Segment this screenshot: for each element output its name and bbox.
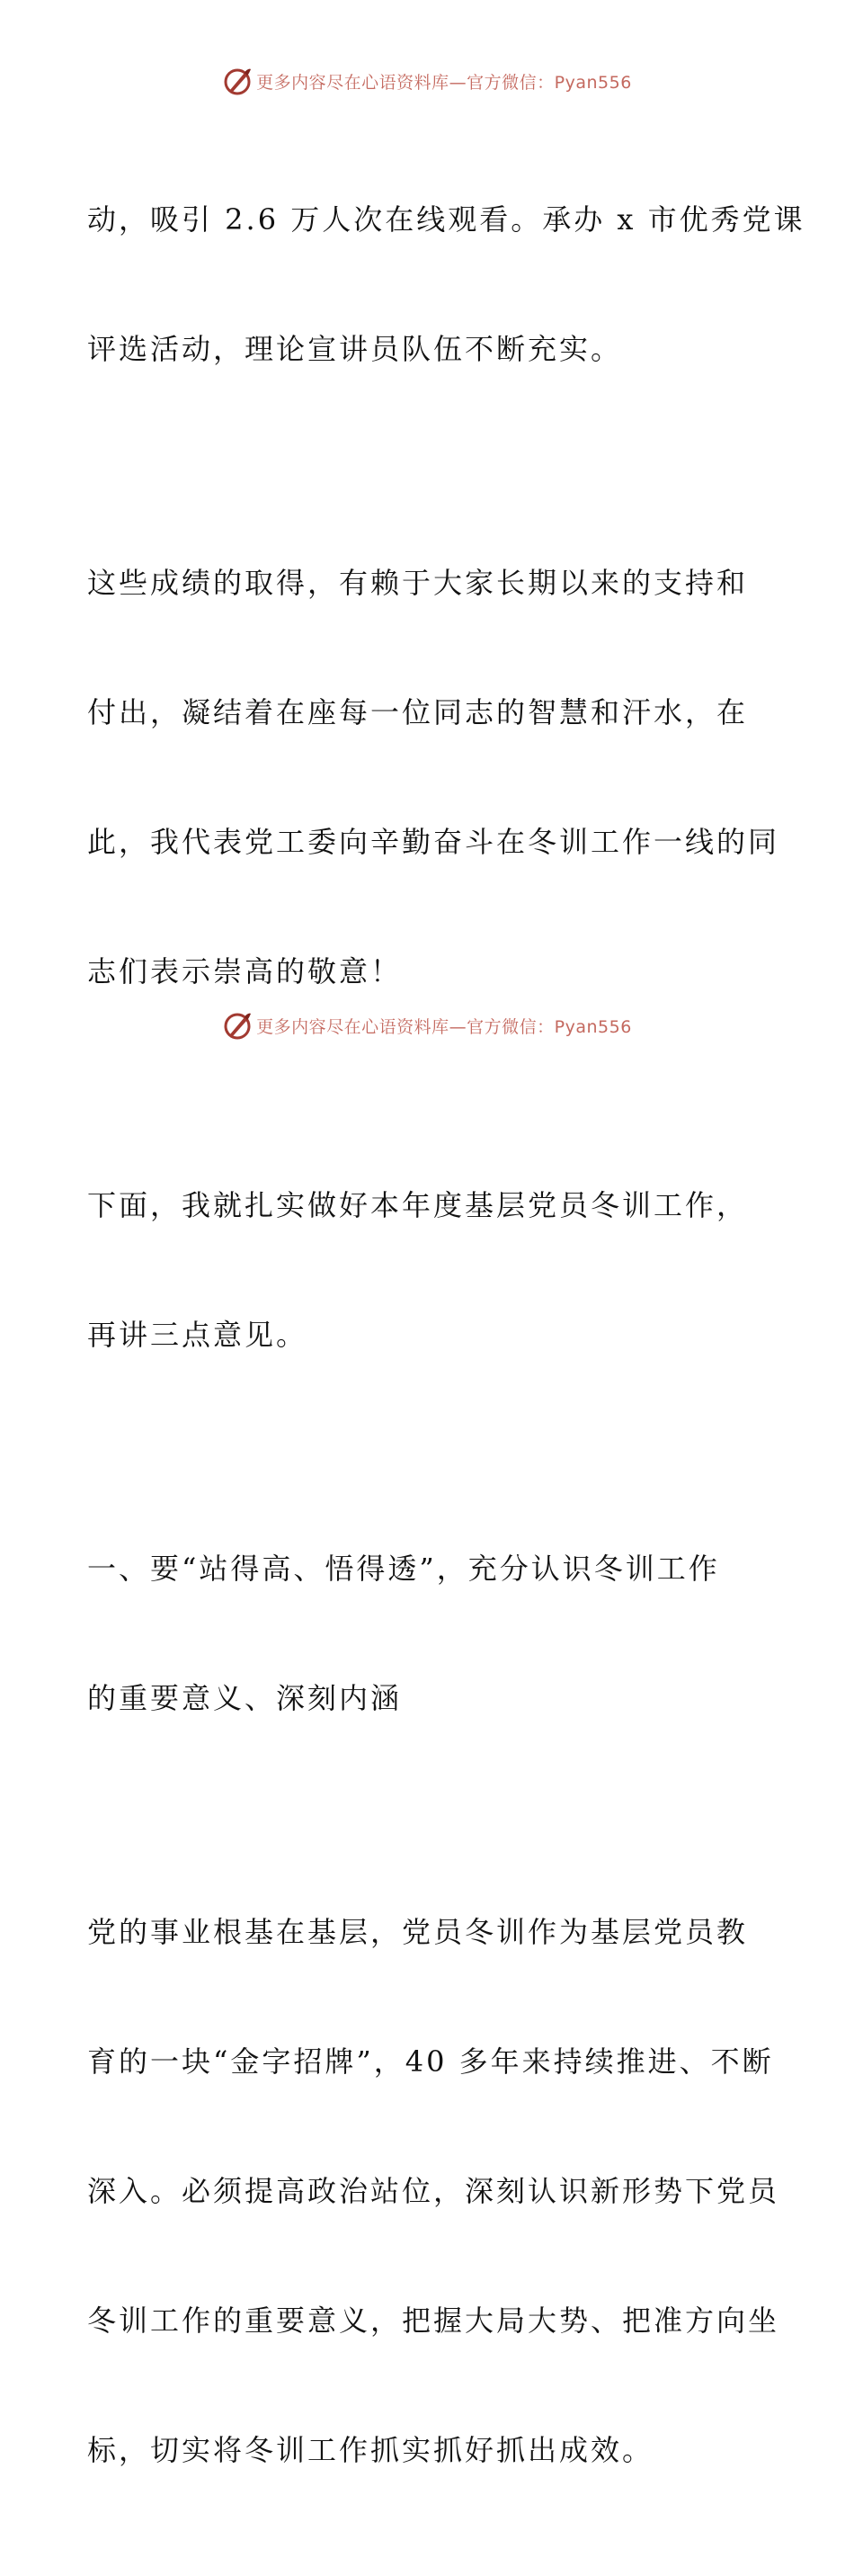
text-line: 的重要意义、深刻内涵 — [87, 1681, 403, 1715]
text-line: 付出，凝结着在座每一位同志的智慧和汗水，在 — [87, 695, 749, 729]
text-line: 再讲三点意见。 — [87, 1318, 308, 1352]
watermark-text: 更多内容尽在心语资料库—官方微信：Pyan556 — [256, 1016, 632, 1037]
text-line: 深入。必须提高政治站位，深刻认识新形势下党员 — [87, 2174, 780, 2208]
text-line: 此，我代表党工委向辛勤奋斗在冬训工作一线的同 — [87, 825, 780, 859]
section-heading — [87, 1461, 770, 1806]
text-line: 一、要“站得高、悟得透”，充分认识冬训工作 — [87, 1552, 720, 1586]
paragraph — [87, 1097, 770, 1443]
text-line: 党的事业根基在基层，党员冬训作为基层党员教 — [87, 1915, 749, 1949]
header-banner — [0, 63, 854, 99]
quill-logo-icon — [222, 1010, 253, 1041]
footer-banner — [0, 1007, 854, 1043]
text-line: 评选活动，理论宣讲员队伍不断充实。 — [87, 332, 623, 366]
watermark-text: 更多内容尽在心语资料库—官方微信：Pyan556 — [256, 72, 632, 93]
text-line: 这些成绩的取得，有赖于大家长期以来的支持和 — [87, 566, 749, 600]
quill-logo-icon — [222, 66, 253, 96]
document-body — [87, 112, 805, 2576]
text-line: 标，切实将冬训工作抓实抓好抓出成效。 — [87, 2433, 654, 2467]
text-line: 冬训工作的重要意义，把握大局大势、把准方向坐 — [87, 2303, 780, 2338]
text-line: 育的一块“金字招牌”，40 多年来持续推进、不断 — [87, 2044, 774, 2079]
paragraph — [87, 475, 780, 1079]
text-line: 志们表示崇高的敬意！ — [87, 954, 403, 988]
paragraph — [87, 112, 805, 457]
text-line: 下面，我就扎实做好本年度基层党员冬训工作， — [87, 1188, 749, 1222]
text-line: 动，吸引 2.6 万人次在线观看。承办 x 市优秀党课 — [87, 202, 805, 237]
paragraph — [87, 1824, 780, 2558]
